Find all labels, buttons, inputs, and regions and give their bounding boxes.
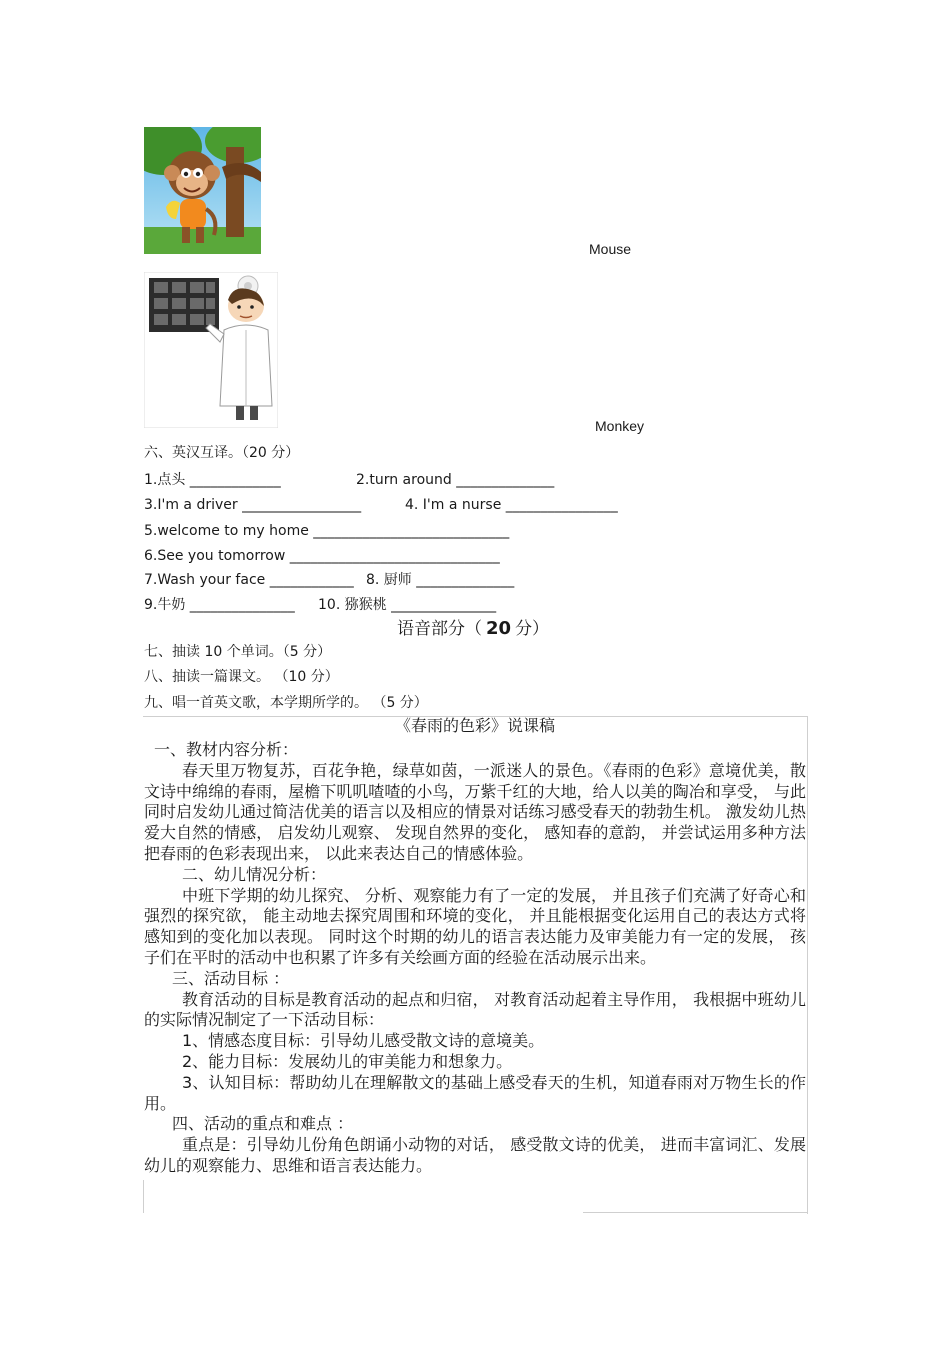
essay-body	[144, 740, 806, 1177]
doctor-illustration	[144, 272, 278, 428]
translation-item-5: 5.welcome to my home ____________________________	[144, 523, 510, 539]
translation-item-3: 3.I'm a driver _________________	[144, 497, 362, 513]
essay-paragraph-3: 教育活动的目标是教育活动的起点和归宿， 对教育活动起着主导作用， 我根据中班幼儿的实际情况制定了一下活动目标：	[144, 989, 806, 1030]
essay-goal-1: 1、情感态度目标：引导幼儿感受散文诗的意境美。	[182, 1031, 545, 1051]
translation-item-8: 8. 厨师 ______________	[366, 572, 515, 588]
essay-paragraph-4: 重点是：引导幼儿份角色朗诵小动物的对话， 感受散文诗的优美， 进而丰富词汇、发展幼儿的观察能力、思维和语言表达能力。	[144, 1135, 806, 1175]
section-7: 七、抽读 10 个单词。（5 分）	[144, 644, 332, 660]
translation-item-10: 10. 猕猴桃 _______________	[318, 597, 497, 613]
essay-goal-2: 2、能力目标：发展幼儿的审美能力和想象力。	[182, 1051, 513, 1071]
phonics-heading-text: 语音部分（	[397, 619, 482, 639]
phonics-score: 20	[486, 618, 512, 639]
essay-paragraph-1: 春天里万物复苏，百花争艳，绿草如茵，一派迷人的景色。《春雨的色彩》意境优美，散文诗中绵绵的春雨，屋檐下叽叽喳喳的小鸟，万紫千红的大地，给人以美的陶冶和享受， 与此同时启发幼儿通过简洁优美的语言以及相应的情景对话练习感受春天的勃勃生机。 激发幼儿热爱大自然的情感， 启发幼儿观察、 发现自然界的变化， 感知春的意韵， 并尝试运用多种方法把春雨的色彩表现出来， 以此来表达自己的情感体验。	[144, 760, 806, 863]
phonics-heading	[397, 618, 549, 640]
essay-title: 《春雨的色彩》说课稿	[394, 716, 555, 735]
essay-heading-3: 三、活动目标 ：	[172, 968, 290, 988]
phonics-heading-end: 分）	[515, 619, 550, 639]
translation-item-2: 2.turn around ______________	[356, 472, 555, 488]
word-monkey: Monkey	[595, 418, 645, 434]
essay-frame-left	[143, 1180, 144, 1213]
essay-heading-4: 四、活动的重点和难点 ：	[172, 1114, 354, 1134]
monkey-picture	[144, 127, 261, 254]
essay-frame-bottom	[583, 1212, 807, 1213]
word-mouse: Mouse	[589, 241, 632, 257]
translation-item-9: 9.牛奶 _______________	[144, 597, 295, 613]
doctor-picture	[144, 272, 278, 428]
section-9: 九、唱一首英文歌，本学期所学的。 （5 分）	[144, 695, 428, 711]
monkey-illustration	[144, 127, 261, 254]
essay-heading-1: 一、教材内容分析：	[154, 740, 299, 759]
translation-item-7: 7.Wash your face ____________	[144, 572, 354, 588]
essay-goal-3: 3、认知目标：帮助幼儿在理解散文的基础上感受春天的生机，知道春雨对万物生长的作用。	[144, 1072, 806, 1113]
essay-paragraph-2: 中班下学期的幼儿探究、 分析、观察能力有了一定的发展， 并且孩子们充满了好奇心和强烈的探究欲， 能主动地去探究周围和环境的变化， 并且能根据变化运用自己的表达方式将感知到的变化加以表现。 同时这个时期的幼儿的语言表达能力及审美能力有一定的发展， 孩子们在平时的活动中也积累了许多有关绘画方面的经验在活动展示出来。	[144, 885, 806, 967]
translation-item-1: 1.点头 _____________	[144, 472, 281, 488]
translation-item-4: 4. I'm a nurse ________________	[405, 497, 618, 513]
translation-item-6: 6.See you tomorrow ______________________________	[144, 548, 500, 564]
section-6-title: 六、英汉互译。（20 分）	[144, 445, 300, 461]
essay-heading-2: 二、幼儿情况分析：	[182, 864, 327, 884]
section-8: 八、抽读一篇课文。 （10 分）	[144, 669, 339, 685]
